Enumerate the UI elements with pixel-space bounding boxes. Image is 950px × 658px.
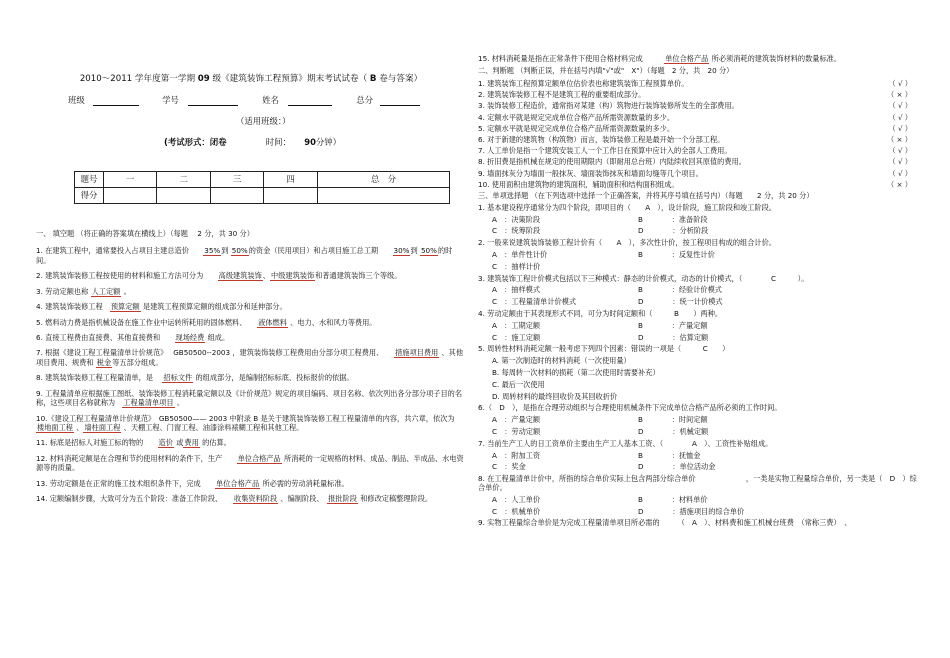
question-text: 的估算。 (199, 438, 231, 448)
question-text: 10.《建设工程工程量清单计价规范》 GB50500—— 2003 中附录 B 是关于建筑装饰装修工程工程量清单的内容，共六章，依次为 (36, 413, 462, 423)
answer-mark: （ √ ） (888, 146, 912, 156)
answer-text: 楼地面工程 (37, 422, 73, 432)
choice-option-row (478, 495, 918, 507)
answer-mark: （ × ） (887, 134, 912, 144)
choice-option[interactable]: A ：抽样模式 (492, 285, 541, 295)
answer-text: 单位合格产品 (216, 478, 260, 488)
answer-text: 人工定额 (91, 286, 121, 296)
question-text: 8. 折旧费是指机械在规定的使用期限内（即耐用总台班）内陆续收回其原值的费用。 (478, 157, 746, 167)
question-text: 5. 燃料动力费是指机械设备在施工作业中运转所耗用的固体燃料、 (36, 317, 258, 327)
answer-mark: （ √ ） (888, 157, 912, 167)
answer-text: 50% (420, 246, 437, 256)
choice-option[interactable]: D. 周转材料的最终回收价及其回收折价 (492, 391, 618, 401)
choice-option-row (478, 262, 918, 274)
question-text: 的组成部分，是编制招标标底、投标报价的依据。 (193, 373, 354, 383)
student-id-field[interactable] (188, 96, 238, 106)
question-text: 等五部分组成。 (112, 357, 163, 367)
true-false-item (478, 180, 918, 191)
question-text: 6. 对于新建的建筑物（构筑物）而言，装饰装修工程是最开始一个分部工程。 (478, 134, 725, 144)
fill-in-question-14 (36, 494, 466, 503)
score-table-cell: 一 (104, 172, 157, 188)
section-heading: 三、单项选择题 （在下列选项中选择一个正确答案，并将其序号填在括号内）（每题 2 分，共 20 分） (478, 191, 814, 200)
true-false-item (478, 146, 918, 157)
question-text: 4. 定额水平就是规定完成单位合格产品所需资源数量的多少。 (478, 112, 675, 122)
time-label: 时间： (265, 137, 291, 147)
question-text: 的时间。 (36, 246, 453, 265)
choice-option[interactable]: D ：单位活动金 (638, 462, 716, 472)
total-score-label: 总分 (356, 95, 374, 105)
question-text: 15. 材料消耗量是指在正常条件下使用合格材料完成 (478, 54, 665, 63)
true-false-section (478, 79, 918, 191)
answer-text: 报批阶段 (328, 494, 357, 504)
question-text: 、 (73, 422, 84, 432)
title-paper: B (369, 74, 377, 84)
question-text: 2. 建筑装饰装修工程按使用的材料和施工方法可分为 (36, 271, 218, 281)
choice-option-row (478, 507, 918, 519)
choice-question: 4. 劳动定额由于其表现形式不同，可分为时间定额和（ B ）两种。 (478, 308, 723, 318)
question-text: 所消耗的一定规格的材料、成品、制品、半成品、水电资源等的质量。 (36, 453, 464, 473)
time-unit: 分钟） (315, 137, 342, 147)
fill-in-question-13 (36, 479, 466, 488)
choice-option[interactable]: D ：估算定额 (638, 332, 709, 342)
score-cell-4[interactable] (264, 188, 317, 204)
choice-option[interactable]: C ：劳动定额 (492, 426, 541, 436)
question-text: 1. 建筑装饰工程预算定额单位估价表也称建筑装饰工程预算单价。 (478, 79, 689, 88)
answer-mark: （ √ ） (888, 123, 912, 133)
answer-text: 税金 (96, 357, 112, 367)
true-false-item (478, 124, 918, 135)
true-false-item (478, 135, 918, 146)
question-text: 9. 工程量清单应根据施工图纸、装饰装修工程消耗量定额以及《计价规范》规定的项目编码、项目名称、依次列出各分部分项子目的名称，这些项目名称就称为 (36, 388, 463, 408)
question-text: 10. 使用面积由建筑物的建筑面积，辅助面积和结构面积组成。 (478, 179, 679, 189)
fill-in-question-6 (36, 333, 466, 342)
question-text: 是建筑工程预算定额的组成部分和延伸部分。 (140, 302, 287, 312)
answer-text: 造价 (158, 438, 173, 448)
student-id-label: 学号 (162, 95, 179, 105)
question-text: 和修改定稿整理阶段。 (357, 494, 433, 504)
answer-text: 30% (393, 246, 410, 256)
choice-option[interactable]: B ：反复性计价 (638, 249, 715, 259)
right-top-block (478, 54, 918, 78)
choice-option[interactable]: B ：经验计价模式 (638, 285, 722, 295)
choice-question: 2. 一般来说建筑装饰装修工程计价有（ A ），多次性计价，按工程项目构成的组合计价。 (478, 238, 776, 248)
answer-text: 高级建筑装饰 (218, 271, 262, 281)
question-text: 所必须消耗的建筑装饰材料的数量标准。 (709, 54, 842, 63)
question-text: 5. 定额水平就是规定完成单位合格产品所需资源数量的多少。 (478, 123, 675, 133)
choice-option-row (478, 226, 918, 238)
choice-option-row (478, 333, 918, 345)
answer-mark: （ √ ） (888, 112, 912, 122)
answer-mark: （ × ） (887, 90, 912, 100)
answer-text: 预算定额 (110, 302, 140, 312)
choice-option-row (478, 321, 918, 333)
question-text: 和普通建筑装饰三个等级。 (315, 271, 402, 281)
question-text: 到 (221, 246, 231, 256)
answer-text: 中级建筑装饰 (271, 271, 315, 281)
true-false-item (478, 101, 918, 112)
question-text: 13. 劳动定额是在正常的施工技术组织条件下，完成 (36, 478, 216, 488)
question-text: 组成。 (205, 332, 230, 342)
question-text: 的资金（民用项目）和占项目施工总工期 (248, 246, 393, 256)
fill-in-question-9 (36, 389, 466, 408)
answer-mark: （ √ ） (888, 168, 912, 178)
choice-option-row (478, 285, 918, 297)
choice-option[interactable]: D ：机械定额 (638, 426, 709, 436)
choice-option-row (478, 451, 918, 463)
question-text: 3. 装饰装修工程造价，通常指对某建（构）筑物进行装饰装修所发生的全部费用。 (478, 101, 739, 111)
choice-option[interactable]: C. 最后一次使用 (492, 379, 545, 389)
choice-option[interactable]: D ：统一计价模式 (638, 297, 723, 307)
true-false-item (478, 90, 918, 101)
choice-option[interactable]: C ：工程量清单计价模式 (492, 297, 577, 307)
title-mid: 级《建筑装饰工程预算》期末考试试卷（ (209, 74, 370, 84)
choice-option[interactable]: A ：决策阶段 (492, 214, 541, 224)
score-cell-1[interactable] (104, 188, 157, 204)
choice-question: 5. 周转性材料消耗定额一般考虑下列四个因素：错误的一项是（ C ） (478, 344, 730, 354)
choice-option[interactable]: C ：抽样计价 (492, 261, 541, 271)
score-table (74, 171, 450, 204)
score-cell-total[interactable] (317, 188, 449, 204)
fill-in-section (36, 229, 466, 510)
time-value: 90 (304, 137, 316, 147)
question-text: 、 (262, 271, 270, 281)
name-field[interactable] (288, 96, 332, 106)
question-text: 、其他项目费用、规费和 (36, 348, 464, 367)
score-cell-2[interactable] (157, 188, 210, 204)
question-text: 2. 建筑装饰装修工程不是建筑工程的重要组成部分。 (478, 90, 646, 100)
answer-text: 单位合格产品 (237, 453, 281, 463)
choice-option-row (478, 250, 918, 262)
question-text: 12. 材料消耗定额是在合理和节约使用材料的条件下，生产 (36, 453, 237, 463)
fill-in-question-1 (36, 246, 466, 265)
fill-in-question-11 (36, 438, 466, 447)
choice-option[interactable]: C ：施工定额 (492, 332, 541, 342)
question-text: 、天棚工程、门窗工程、油漆涂料裱糊工程和其他工程。 (121, 422, 304, 432)
fill-in-question-2 (36, 271, 466, 280)
choice-question: 6.（ D ），是指在合理劳动组织与合理使用机械条件下完成单位合格产品所必须的工作时间。 (478, 403, 782, 413)
exam-form: (考试形式：闭卷 (164, 137, 227, 147)
student-info-row (68, 95, 420, 106)
section-heading: 二、判断题 （判断正误，并在括号内填"√"或" X"）（每题 2 分，共 20 分） (478, 65, 734, 75)
choice-option[interactable]: B ：产量定额 (638, 320, 708, 330)
choice-option[interactable]: D ：分析阶段 (638, 226, 709, 236)
choice-option[interactable]: C ：统筹阶段 (492, 226, 541, 236)
choice-option[interactable]: A ：工期定额 (492, 320, 541, 330)
choice-option[interactable]: B ：材料单价 (638, 494, 708, 504)
choice-option[interactable]: B ：准备阶段 (638, 214, 708, 224)
true-false-item (478, 79, 918, 90)
answer-text: 35% (204, 246, 221, 256)
question-text: 、电力、水和风力等费用。 (287, 317, 377, 327)
question-text: 3. 劳动定额也称 (36, 286, 91, 296)
score-table-score-row (75, 188, 450, 204)
choice-question: 8. 在工程量清单计价中，所指的综合单价实际上包含两部分综合单价 ，一类是实物工程量综合单价，另一类是（ D ）综合单价。 (478, 474, 917, 493)
true-false-item (478, 169, 918, 180)
title-pre: 2010～2011 学年度第一学期 (79, 74, 198, 84)
score-table-cell: 四 (264, 172, 317, 188)
true-false-item (478, 157, 918, 168)
choice-option-row (478, 462, 918, 474)
fill-in-question-8 (36, 373, 466, 382)
question-text: 。 (174, 398, 185, 408)
score-table-cell: 二 (157, 172, 210, 188)
answer-text: 单位合格产品 (665, 54, 709, 63)
answer-text: 液体燃料 (258, 317, 287, 327)
answer-text: 墙柱面工程 (84, 422, 121, 432)
exam-format (164, 137, 341, 148)
exam-title (36, 74, 466, 85)
title-grade: 09 (197, 74, 210, 84)
answer-mark: （ × ） (887, 179, 912, 189)
applicable-classes: （适用班级：） (236, 116, 291, 126)
answer-text: 现场经费 (175, 332, 205, 342)
name-label: 姓名 (262, 95, 279, 105)
question-text: 7. 人工单价是指一个建筑安装工人一个工作日在预算中应计入的全部人工费用。 (478, 146, 732, 156)
fill-in-question-10 (36, 414, 466, 433)
answer-text: 收集资料阶段 (234, 494, 278, 504)
score-table-cell: 三 (210, 172, 263, 188)
choice-option[interactable]: A ：人工单价 (492, 494, 541, 504)
choice-option[interactable]: B. 每周转一次材料的损耗（第二次使用时需要补充） (492, 367, 660, 377)
class-label: 班级 (68, 95, 85, 105)
question-text: 14. 定额编制步骤，大致可分为五个阶段：准备工作阶段、 (36, 494, 233, 504)
choice-option[interactable]: A ：附加工资 (492, 450, 541, 460)
title-post: 卷与答案） (376, 74, 423, 84)
choice-option-row (478, 415, 918, 427)
choice-option[interactable]: D ：措施项目的综合单价 (638, 506, 745, 516)
choice-question: 9. 实物工程量综合单价是为完成工程量清单项目所必需的 （ A ）、材料费和施工机械台班费 （常称三费） 、 (478, 518, 852, 528)
choice-option[interactable]: C ：奖金 (492, 462, 526, 472)
score-cell-3[interactable] (210, 188, 263, 204)
fill-in-question-5 (36, 318, 466, 327)
fill-in-question-12 (36, 454, 466, 473)
true-false-item (478, 113, 918, 124)
question-text: 、编制阶段、 (278, 494, 328, 504)
answer-text: 措施项目费用 (395, 348, 439, 358)
choice-option[interactable]: C ：机械单价 (492, 506, 541, 516)
choice-question: 1. 基本建设程序通常分为四个阶段，即项目的（ A ），设计阶段，施工阶段和竣工阶段。 (478, 202, 776, 212)
answer-mark: （ √ ） (888, 79, 912, 88)
question-text: 。 (121, 286, 131, 296)
class-field[interactable] (93, 96, 139, 106)
total-score-field[interactable] (380, 96, 420, 106)
choice-option[interactable]: A ：单件性计价 (492, 249, 548, 259)
question-text: 8. 建筑装饰装修工程工程量清单，是 (36, 373, 163, 383)
answer-mark: （ √ ） (888, 101, 912, 111)
fill-in-question-3 (36, 287, 466, 296)
answer-text: 招标文件 (163, 373, 193, 383)
answer-text: 50% (231, 246, 248, 256)
question-text: 到 (410, 246, 420, 256)
choice-option[interactable]: B ：抚恤金 (638, 450, 701, 460)
choice-question: 3. 建筑装饰工程计价模式包括以下三种模式：静态的计价模式，动态的计价模式，（ C ）。 (478, 273, 809, 283)
choice-option[interactable]: A ：产量定额 (492, 415, 541, 425)
score-table-cell: 得分 (75, 188, 104, 204)
section-heading: 一、 填空题 （将正确的答案填在横线上）（每题 2 分，共 30 分） (36, 229, 254, 238)
choice-option-row (478, 297, 918, 309)
question-text: 或 (173, 438, 184, 448)
answer-text: 工程量清单项目 (123, 398, 174, 408)
question-text: 11. 标底是招标人对施工标的物的 (36, 438, 158, 448)
fill-in-question-15 (478, 54, 918, 66)
answer-text: 费用 (184, 438, 199, 448)
choice-option-row (478, 215, 918, 227)
fill-in-question-7 (36, 348, 466, 367)
choice-option[interactable]: A. 第一次制造时的材料消耗（一次使用量） (492, 356, 631, 366)
question-text: 1. 在建筑工程中，通常要投入占项目主建总造价 (36, 246, 204, 256)
question-text: 所必需的劳动消耗量标准。 (260, 478, 349, 488)
question-text: 7. 根据《建设工程工程量清单计价规范》 GB50500--2003 ，建筑装饰装修工程费用由分部分项工程费用、 (36, 348, 395, 358)
score-table-header-row (75, 172, 450, 188)
score-table-cell: 总 分 (317, 172, 449, 188)
choice-question: 7. 当前生产工人的日工资单价主要由生产工人基本工资、（ A ）、工资性补贴组成。 (478, 438, 773, 448)
multiple-choice-section (478, 191, 918, 530)
question-text: 9. 墙面抹灰分为墙面一般抹灰、墙面装饰抹灰和墙面勾缝等几个项目。 (478, 168, 703, 178)
choice-option[interactable]: B ：时间定额 (638, 415, 708, 425)
fill-in-question-4 (36, 302, 466, 311)
score-table-cell: 题号 (75, 172, 104, 188)
question-text: 6. 直接工程费由直接费、其他直接费和 (36, 332, 175, 342)
choice-option-row (478, 427, 918, 439)
question-text: 4. 建筑装饰装修工程 (36, 302, 110, 312)
